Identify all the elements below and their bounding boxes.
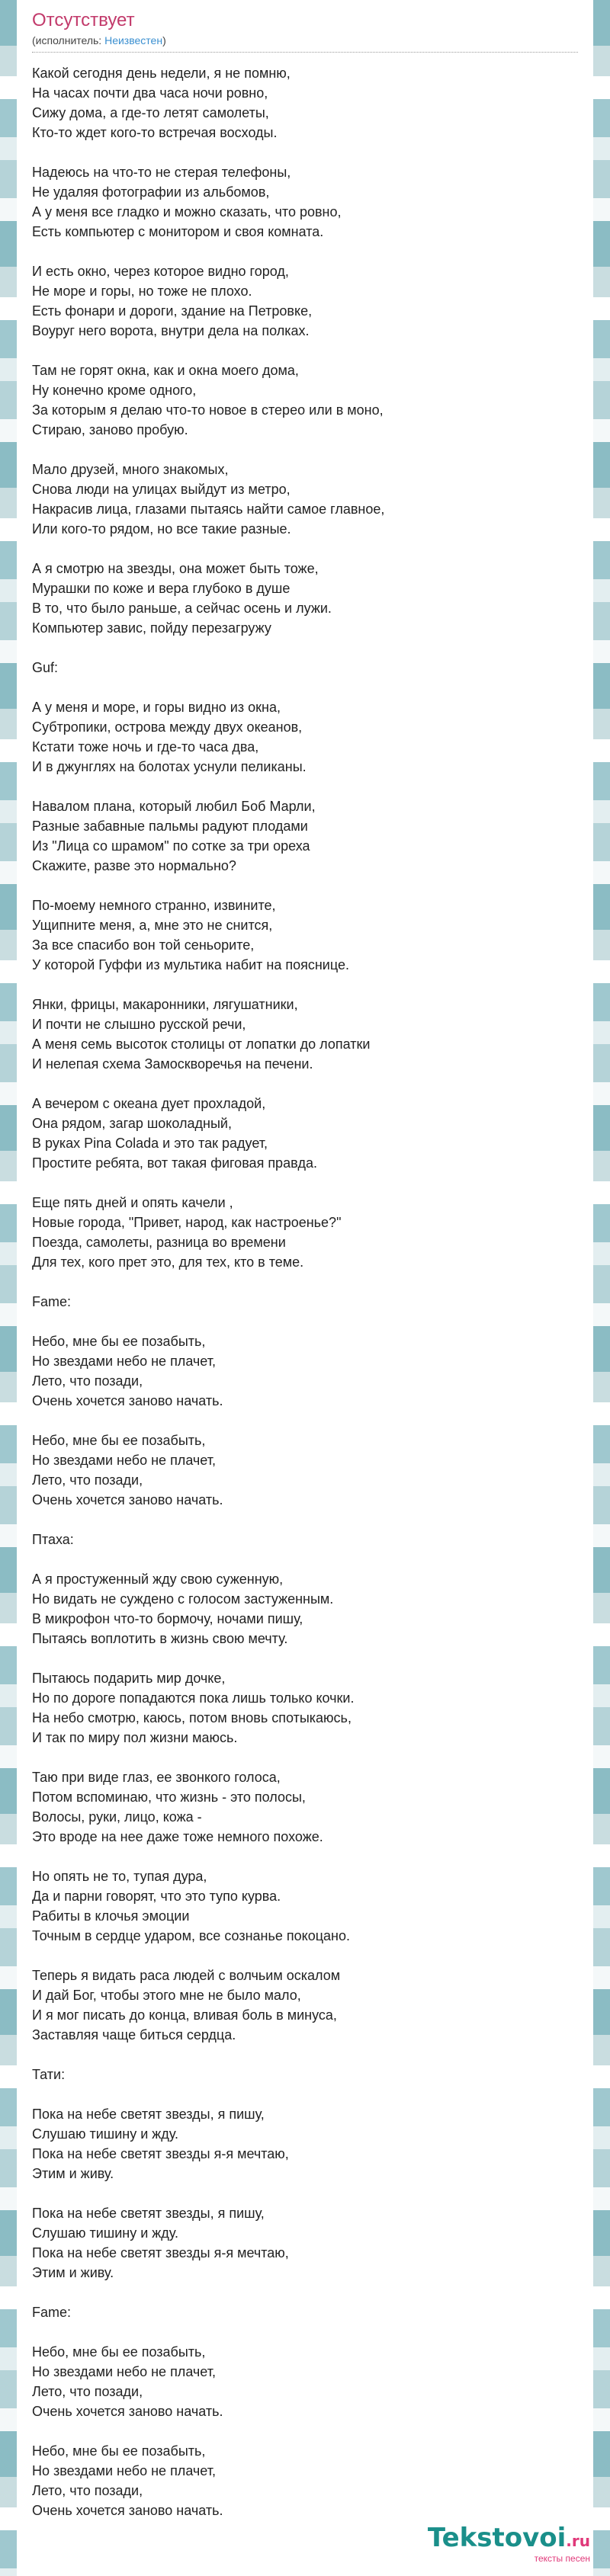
lyrics-stanza — [32, 658, 578, 678]
lyrics-stanza — [32, 63, 578, 143]
lyric-line: Но звездами небо не плачет, — [32, 1354, 216, 1369]
song-header — [17, 0, 593, 47]
lyric-line: Компьютер завис, пойду перезагружу — [32, 620, 271, 636]
lyric-line: А я простуженный жду свою суженную, — [32, 1572, 284, 1587]
lyric-line: Есть фонари и дороги, здание на Петровке, — [32, 303, 313, 319]
lyric-line: Лето, что позади, — [32, 1373, 143, 1389]
lyric-line: Очень хочется заново начать. — [32, 2404, 223, 2419]
lyric-line: Небо, мне бы ее позабыть, — [32, 2344, 206, 2360]
lyric-line: Этим и живу. — [32, 2166, 114, 2181]
lyric-line: Навалом плана, который любил Боб Марли, — [32, 799, 316, 814]
lyric-line: Очень хочется заново начать. — [32, 2503, 223, 2518]
lyric-line: Очень хочется заново начать. — [32, 1492, 223, 1507]
lyrics-stanza — [32, 162, 578, 242]
lyrics-stanza — [32, 1767, 578, 1847]
lyric-line: А вечером с океана дует прохладой, — [32, 1096, 266, 1111]
lyric-line: Это вроде на нее даже тоже немного похоже. — [32, 1829, 323, 1844]
lyric-line: Точным в сердце ударом, все сознанье покоцано. — [32, 1928, 350, 1943]
lyric-line: Из "Лица со шрамом" по сотке за три ореха — [32, 838, 310, 854]
lyric-line: Но видать не суждено с голосом застуженным. — [32, 1591, 334, 1607]
lyric-line: Заставляя чаще биться сердца. — [32, 2027, 236, 2043]
lyrics-stanza — [32, 1668, 578, 1748]
lyric-line: За которым я делаю что-то новое в стерео или в моно, — [32, 402, 384, 418]
lyric-line: В то, что было раньше, а сейчас осень и лужи. — [32, 601, 332, 616]
lyric-line: Ну конечно кроме одного, — [32, 383, 197, 398]
lyric-line: За все спасибо вон той сеньорите, — [32, 937, 255, 953]
lyric-line: Для тех, кого прет это, для тех, кто в теме. — [32, 1254, 304, 1270]
lyric-line: Рабиты в клочья эмоции — [32, 1908, 190, 1924]
lyric-line: Этим и живу. — [32, 2265, 114, 2280]
lyrics-stanza — [32, 1966, 578, 2045]
lyric-line: Потом вспоминаю, что жизнь - это полосы, — [32, 1789, 306, 1805]
lyric-line: А у меня все гладко и можно сказать, что ровно, — [32, 204, 342, 219]
logo-tagline: тексты песен — [534, 2553, 590, 2564]
lyrics-stanza — [32, 1569, 578, 1648]
performer-link[interactable]: Неизвестен — [104, 34, 163, 46]
lyric-line: И в джунглях на болотах уснули пеликаны. — [32, 759, 307, 774]
lyrics-stanza — [32, 2342, 578, 2421]
lyric-line: Слушаю тишину и жду. — [32, 2126, 178, 2142]
lyric-line: Лето, что позади, — [32, 2384, 143, 2399]
lyric-line: Новые города, "Привет, народ, как настроенье?" — [32, 1215, 342, 1230]
lyric-line: Мало друзей, много знакомых, — [32, 462, 229, 477]
lyric-line: Пытаясь воплотить в жизнь свою мечту. — [32, 1631, 288, 1646]
lyric-line: Стираю, заново пробую. — [32, 422, 188, 437]
lyric-line: Теперь я видать раса людей с волчьим оскалом — [32, 1968, 341, 1983]
lyric-line: Небо, мне бы ее позабыть, — [32, 1334, 206, 1349]
lyrics-stanza — [32, 2065, 578, 2084]
lyric-line: Но звездами небо не плачет, — [32, 2463, 216, 2478]
logo-tld: .ru — [566, 2532, 590, 2550]
lyric-line: И я мог писать до конца, вливая боль в минуса, — [32, 2007, 337, 2023]
lyric-line: На часах почти два часа ночи ровно, — [32, 85, 268, 101]
lyric-line: Скажите, разве это нормально? — [32, 858, 236, 873]
lyric-line: Не удаляя фотографии из альбомов, — [32, 184, 270, 200]
lyrics-stanza — [32, 1331, 578, 1411]
lyric-line: А я смотрю на звезды, она может быть тоже, — [32, 561, 319, 576]
lyrics-stanza — [32, 1292, 578, 1312]
lyric-line: И почти не слышно русской речи, — [32, 1017, 246, 1032]
lyric-line: Какой сегодня день недели, я не помню, — [32, 66, 291, 81]
lyric-line: И так по миру пол жизни маюсь. — [32, 1730, 238, 1745]
lyrics-stanza — [32, 2104, 578, 2184]
lyric-line: Есть компьютер с монитором и своя комната. — [32, 224, 324, 239]
lyrics-stanza — [32, 460, 578, 539]
lyric-line: Небо, мне бы ее позабыть, — [32, 2443, 206, 2459]
lyric-line: Не море и горы, но тоже не плохо. — [32, 284, 252, 299]
lyric-line: А меня семь высоток столицы от лопатки до лопатки — [32, 1036, 371, 1052]
performer-line — [32, 34, 578, 47]
lyric-line: Пытаюсь подарить мир дочке, — [32, 1671, 226, 1686]
lyric-line: Накрасив лица, глазами пытаясь найти самое главное, — [32, 501, 385, 517]
lyrics-stanza — [32, 360, 578, 440]
lyric-line: И есть окно, через которое видно город, — [32, 264, 289, 279]
lyric-line: Или кого-то рядом, но все такие разные. — [32, 521, 291, 537]
lyric-line: Таю при виде глаз, ее звонкого голоса, — [32, 1770, 281, 1785]
lyrics-stanza — [32, 697, 578, 777]
lyrics-stanza — [32, 995, 578, 1074]
lyrics-stanza — [32, 1431, 578, 1510]
lyrics-stanza — [32, 1094, 578, 1173]
lyric-line: Разные забавные пальмы радуют плодами — [32, 819, 308, 834]
lyric-line: Fame: — [32, 2305, 72, 2320]
song-title: Отсутствует — [32, 10, 135, 30]
lyric-line: Слушаю тишину и жду. — [32, 2225, 178, 2241]
lyric-line: Fame: — [32, 1294, 72, 1309]
lyric-line: И дай Бог, чтобы этого мне не было мало, — [32, 1988, 301, 2003]
lyric-line: Но звездами небо не плачет, — [32, 2364, 216, 2379]
lyric-line: Снова люди на улицах выйдут из метро, — [32, 482, 291, 497]
lyric-line: Воуруг него ворота, внутри дела на полках. — [32, 323, 310, 338]
lyric-line: По-моему немного странно, извините, — [32, 898, 276, 913]
lyrics-stanza — [32, 2441, 578, 2520]
lyrics-stanza — [32, 796, 578, 876]
lyric-line: Пока на небе светят звезды я-я мечтаю, — [32, 2245, 289, 2260]
lyric-line: Небо, мне бы ее позабыть, — [32, 1433, 206, 1448]
lyrics-stanza — [32, 1530, 578, 1549]
lyric-line: Но опять не то, тупая дура, — [32, 1869, 207, 1884]
lyrics-sheet — [17, 0, 593, 2576]
lyric-line: Волосы, руки, лицо, кожа - — [32, 1809, 202, 1825]
lyric-line: Тати: — [32, 2067, 66, 2082]
lyrics-stanza — [32, 896, 578, 975]
lyric-line: Там не горят окна, как и окна моего дома, — [32, 363, 299, 378]
lyrics-stanza — [32, 1193, 578, 1272]
performer-suffix: ) — [162, 34, 166, 46]
site-watermark — [428, 2524, 590, 2564]
lyric-line: Птаха: — [32, 1532, 74, 1547]
lyric-line: И нелепая схема Замоскворечья на печени. — [32, 1056, 313, 1072]
lyric-line: Но по дороге попадаются пока лишь только кочки. — [32, 1690, 355, 1706]
lyrics-stanza — [32, 261, 578, 341]
lyric-line: Сижу дома, а где-то летят самолеты, — [32, 105, 269, 120]
lyric-line: Ущипните меня, а, мне это не снится, — [32, 918, 273, 933]
lyrics-stanza — [32, 2302, 578, 2322]
performer-prefix: (исполнитель: — [32, 34, 105, 46]
lyric-line: Но звездами небо не плачет, — [32, 1453, 216, 1468]
lyric-line: Guf: — [32, 660, 59, 675]
lyric-line: У которой Гуффи из мультика набит на пояснице. — [32, 957, 349, 972]
lyric-line: Лето, что позади, — [32, 2483, 143, 2498]
lyric-line: Пока на небе светят звезды, я пишу, — [32, 2206, 265, 2221]
logo-main: Tekstovoi — [427, 2523, 567, 2553]
lyric-line: Пока на небе светят звезды я-я мечтаю, — [32, 2146, 289, 2161]
lyric-line: Еще пять дней и опять качели , — [32, 1195, 233, 1210]
lyric-line: Она рядом, загар шоколадный, — [32, 1116, 232, 1131]
lyric-line: Пока на небе светят звезды, я пишу, — [32, 2107, 265, 2122]
lyric-line: Субтропики, острова между двух океанов, — [32, 719, 303, 735]
site-logo — [428, 2524, 590, 2555]
lyric-line: В руках Pina Colada и это так радует, — [32, 1136, 268, 1151]
lyric-line: Поезда, самолеты, разница во времени — [32, 1235, 286, 1250]
lyric-line: Надеюсь на что-то не стерая телефоны, — [32, 165, 291, 180]
lyric-line: Лето, что позади, — [32, 1472, 143, 1488]
lyrics-stanza — [32, 559, 578, 638]
lyric-line: Кто-то ждет кого-то встречая восходы. — [32, 125, 278, 140]
lyric-line: Мурашки по коже и вера глубоко в душе — [32, 581, 291, 596]
lyrics-body — [17, 53, 593, 2520]
lyric-line: Кстати тоже ночь и где-то часа два, — [32, 739, 259, 755]
lyric-line: Да и парни говорят, что это тупо курва. — [32, 1889, 281, 1904]
lyric-line: Простите ребята, вот такая фиговая правда. — [32, 1155, 317, 1171]
lyrics-stanza — [32, 1866, 578, 1946]
lyrics-stanza — [32, 2203, 578, 2283]
lyric-line: В микрофон что-то бормочу, ночами пишу, — [32, 1611, 303, 1626]
lyric-line: Очень хочется заново начать. — [32, 1393, 223, 1408]
lyric-line: А у меня и море, и горы видно из окна, — [32, 700, 281, 715]
lyric-line: На небо смотрю, каюсь, потом вновь спотыкаюсь, — [32, 1710, 352, 1725]
lyric-line: Янки, фрицы, макаронники, лягушатники, — [32, 997, 298, 1012]
